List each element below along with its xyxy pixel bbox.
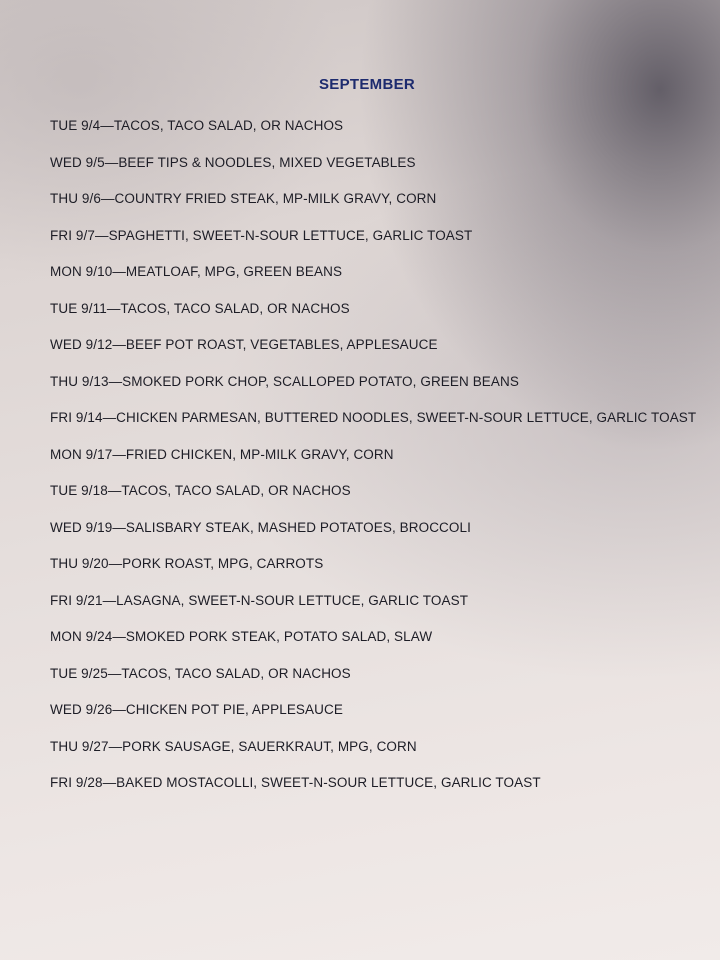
menu-entry: WED 9/26—CHICKEN POT PIE, APPLESAUCE: [50, 702, 343, 717]
menu-entry: WED 9/12—BEEF POT ROAST, VEGETABLES, APPLESAUCE: [50, 337, 438, 352]
menu-list: [50, 117, 696, 811]
menu-entry: TUE 9/4—TACOS, TACO SALAD, OR NACHOS: [50, 118, 344, 133]
menu-entry: FRI 9/21—LASAGNA, SWEET-N-SOUR LETTUCE, GARLIC TOAST: [50, 592, 469, 608]
menu-entry: MON 9/24—SMOKED PORK STEAK, POTATO SALAD, SLAW: [50, 629, 433, 644]
menu-entry: THU 9/6—COUNTRY FRIED STEAK, MP-MILK GRAVY, CORN: [50, 191, 437, 206]
menu-entry: TUE 9/18—TACOS, TACO SALAD, OR NACHOS: [50, 483, 351, 498]
menu-entry: FRI 9/28—BAKED MOSTACOLLI, SWEET-N-SOUR LETTUCE, GARLIC TOAST: [50, 775, 541, 790]
menu-entry: TUE 9/25—TACOS, TACO SALAD, OR NACHOS: [50, 665, 351, 681]
menu-entry: FRI 9/14—CHICKEN PARMESAN, BUTTERED NOODLES, SWEET-N-SOUR LETTUCE, GARLIC TOAST: [50, 410, 697, 425]
menu-entry: THU 9/27—PORK SAUSAGE, SAUERKRAUT, MPG, CORN: [50, 738, 417, 754]
document-title: SEPTEMBER: [318, 76, 416, 93]
menu-entry: WED 9/19—SALISBARY STEAK, MASHED POTATOES, BROCCOLI: [50, 519, 471, 535]
menu-entry: THU 9/20—PORK ROAST, MPG, CARROTS: [50, 556, 324, 571]
menu-entry: MON 9/17—FRIED CHICKEN, MP-MILK GRAVY, CORN: [50, 446, 394, 462]
menu-entry: MON 9/10—MEATLOAF, MPG, GREEN BEANS: [50, 264, 343, 279]
menu-entry: TUE 9/11—TACOS, TACO SALAD, OR NACHOS: [50, 300, 350, 316]
menu-entry: FRI 9/7—SPAGHETTI, SWEET-N-SOUR LETTUCE, GARLIC TOAST: [50, 227, 473, 243]
menu-entry: THU 9/13—SMOKED PORK CHOP, SCALLOPED POTATO, GREEN BEANS: [50, 373, 519, 389]
menu-entry: WED 9/5—BEEF TIPS & NOODLES, MIXED VEGETABLES: [50, 154, 416, 170]
